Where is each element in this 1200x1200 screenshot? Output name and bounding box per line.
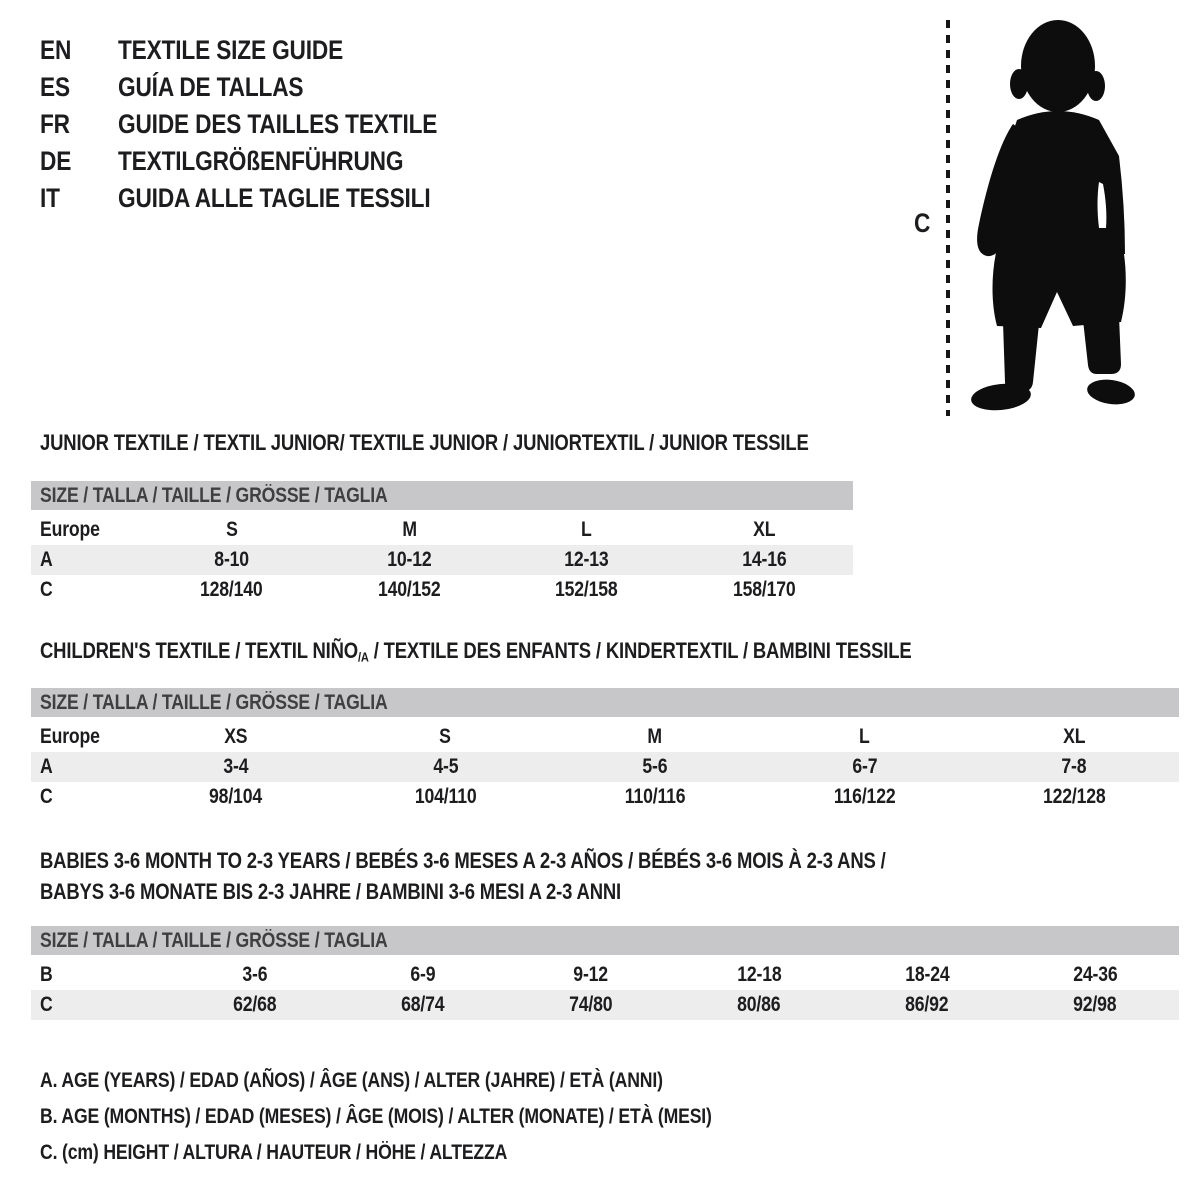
column-header: XS xyxy=(224,725,248,748)
column-header: S xyxy=(439,725,452,748)
table-cell: 10-12 xyxy=(387,548,432,571)
height-measure-label: C xyxy=(914,208,931,238)
table-cell: 140/152 xyxy=(377,578,441,601)
guide-title-en: TEXTILE SIZE GUIDE xyxy=(118,35,344,65)
toddler-silhouette xyxy=(965,16,1137,418)
row-label: C xyxy=(40,993,53,1016)
column-header: S xyxy=(225,518,238,541)
guide-title-it: GUIDA ALLE TAGLIE TESSILI xyxy=(118,183,431,213)
table-cell: 18-24 xyxy=(904,963,950,986)
junior-section-heading: JUNIOR TEXTILE / TEXTIL JUNIOR/ TEXTILE JUNIOR / JUNIORTEXTIL / JUNIOR TESSILE xyxy=(40,430,809,455)
column-header: M xyxy=(647,725,663,748)
table-cell: 80/86 xyxy=(737,993,781,1016)
table-cell: 110/116 xyxy=(624,785,686,808)
legend-line-a: A. AGE (YEARS) / EDAD (AÑOS) / ÂGE (ANS) / ALTER (JAHRE) / ETÀ (ANNI) xyxy=(40,1069,663,1092)
nino-a-subscript: /A xyxy=(357,649,369,665)
table-row-height xyxy=(31,575,853,605)
table-cell: 24-36 xyxy=(1072,963,1118,986)
table-cell: 152/158 xyxy=(555,578,619,601)
table-cell: 7-8 xyxy=(1061,755,1087,778)
table-cell: 3-4 xyxy=(223,755,249,778)
table-cell: 9-12 xyxy=(573,963,609,986)
language-code: IT xyxy=(40,183,60,213)
row-label: A xyxy=(40,548,53,571)
table-cell: 8-10 xyxy=(214,548,250,571)
table-cell: 6-9 xyxy=(410,963,436,986)
row-label: C xyxy=(40,578,53,601)
table-cell: 122/128 xyxy=(1042,785,1106,808)
column-header: L xyxy=(859,725,870,748)
table-cell: 12-13 xyxy=(564,548,609,571)
table-cell: 98/104 xyxy=(209,785,263,808)
column-header: M xyxy=(401,518,417,541)
size-header-bar: SIZE / TALLA / TAILLE / GRÖSSE / TAGLIA xyxy=(31,481,853,510)
table-row-age xyxy=(31,752,1179,782)
language-row-en xyxy=(40,32,498,69)
table-cell: 128/140 xyxy=(200,578,264,601)
height-measure-dashed-line xyxy=(946,20,950,416)
row-label: C xyxy=(40,785,53,808)
column-header: XL xyxy=(753,518,776,541)
legend-line-c: C. (cm) HEIGHT / ALTURA / HAUTEUR / HÖHE / ALTEZZA xyxy=(40,1141,508,1164)
table-cell: 86/92 xyxy=(905,993,949,1016)
language-row-it xyxy=(40,180,498,217)
table-cell: 116/122 xyxy=(833,785,896,808)
table-row-age-months xyxy=(31,960,1179,990)
row-label: B xyxy=(40,963,53,986)
table-cell: 3-6 xyxy=(242,963,268,986)
table-cell: 158/170 xyxy=(732,578,796,601)
language-row-fr xyxy=(40,106,498,143)
language-code: DE xyxy=(40,146,72,176)
guide-title-de: TEXTILGRÖßENFÜHRUNG xyxy=(118,146,404,176)
table-cell: 6-7 xyxy=(852,755,878,778)
column-header: Europe xyxy=(40,518,100,541)
babies-section-heading: BABIES 3-6 MONTH TO 2-3 YEARS / BEBÉS 3-6 MESES A 2-3 AÑOS / BÉBÉS 3-6 MOIS À 2-3 ANS / BABYS 3-6 MONATE BIS 2-3 JAHRE / BAMBINI 3-6 MESI A 2-3 ANNI xyxy=(40,848,886,904)
language-title-list xyxy=(40,32,498,217)
children-size-table xyxy=(31,688,1179,812)
table-cell: 12-18 xyxy=(736,963,782,986)
table-cell: 5-6 xyxy=(642,755,668,778)
table-cell: 62/68 xyxy=(233,993,277,1016)
guide-title-es: GUÍA DE TALLAS xyxy=(118,72,304,102)
legend-line-b: B. AGE (MONTHS) / EDAD (MESES) / ÂGE (MOIS) / ALTER (MONATE) / ETÀ (MESI) xyxy=(40,1105,712,1128)
junior-size-table xyxy=(31,481,853,605)
table-cell: 74/80 xyxy=(569,993,613,1016)
table-cell: 92/98 xyxy=(1073,993,1117,1016)
language-row-es xyxy=(40,69,498,106)
table-row-age xyxy=(31,545,853,575)
table-cell: 104/110 xyxy=(414,785,477,808)
guide-title-fr: GUIDE DES TAILLES TEXTILE xyxy=(118,109,438,139)
size-header-bar: SIZE / TALLA / TAILLE / GRÖSSE / TAGLIA xyxy=(31,688,1179,717)
measurement-legend xyxy=(40,1063,840,1171)
column-header: Europe xyxy=(40,725,100,748)
column-header: XL xyxy=(1063,725,1086,748)
babies-size-table xyxy=(31,926,1179,1020)
children-section-heading: CHILDREN'S TEXTILE / TEXTIL $NIÑO_{/A}$ / TEXTILE DES ENFANTS / KINDERTEXTIL / BAMBINI TESSILE xyxy=(40,638,912,665)
table-row-height xyxy=(31,990,1179,1020)
size-header-bar: SIZE / TALLA / TAILLE / GRÖSSE / TAGLIA xyxy=(31,926,1179,955)
language-row-de xyxy=(40,143,498,180)
table-cell: 14-16 xyxy=(742,548,787,571)
table-cell: 68/74 xyxy=(401,993,445,1016)
column-header: L xyxy=(581,518,593,541)
table-row-columns xyxy=(31,722,1179,752)
language-code: FR xyxy=(40,109,70,139)
table-row-height xyxy=(31,782,1179,812)
table-cell: 4-5 xyxy=(432,755,458,778)
language-code: EN xyxy=(40,35,72,65)
table-row-columns xyxy=(31,515,853,545)
language-code: ES xyxy=(40,72,70,102)
row-label: A xyxy=(40,755,53,778)
